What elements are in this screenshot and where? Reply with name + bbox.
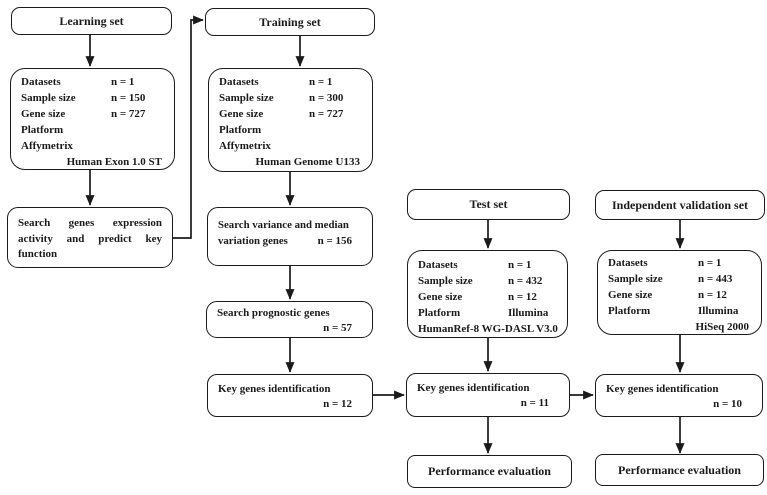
field-value: n = 443 [698,273,733,285]
key-genes-test-box [406,373,570,417]
field-value: Illumina [508,307,549,319]
search-function-box [7,207,173,268]
key-genes-training-box [207,374,373,417]
dataset-row [418,257,559,273]
dataset-row [418,289,559,305]
dataset-row [21,138,166,154]
dataset-row [21,106,166,122]
dataset-row [219,138,364,154]
key-genes-text: Key genes identification [218,383,331,395]
learning-set-header [11,7,172,35]
dataset-row [418,305,559,321]
field-label: Affymetrix [21,140,73,152]
field-value [111,138,166,154]
test-set-header [407,189,570,220]
field-label: Affymetrix [219,140,271,152]
dataset-row [21,122,166,138]
key-genes-n: n = 11 [520,397,549,409]
performance-evaluation-validation-box [595,454,764,486]
field-value: n = 150 [111,92,146,104]
field-value: n = 12 [698,289,727,301]
validation-set-label: Independent validation set [611,197,749,212]
dataset-row [608,255,753,271]
field-label: Sample size [418,275,473,287]
key-genes-n: n = 10 [713,398,742,410]
search-variance-text: Search variance and median variation genes [218,219,349,247]
key-genes-n: n = 12 [323,398,352,410]
field-value [111,122,166,138]
connector-search-function-to-training [173,20,203,238]
search-function-text: Search genes expression activity and predict key function [18,217,162,260]
platform-detail: Human Exon 1.0 ST [66,156,162,168]
dataset-row [608,287,753,303]
performance-evaluation-test-box [407,455,572,488]
training-dataset-box [208,68,373,172]
key-genes-text: Key genes identification [606,383,719,395]
learning-dataset-box [10,68,175,170]
field-label: Sample size [219,92,274,104]
search-prognostic-box [206,301,373,338]
dataset-row [219,106,364,122]
search-variance-box [207,207,373,266]
dataset-row [219,122,364,138]
validation-set-header [595,190,765,220]
field-label: Datasets [219,76,259,88]
training-set-header [205,8,375,36]
field-label: Datasets [21,76,61,88]
dataset-row [418,273,559,289]
field-label: Sample size [608,273,663,285]
field-label: Gene size [21,108,66,120]
search-prognostic-text: Search prognostic genes [217,307,330,319]
field-label: Datasets [418,259,458,271]
field-label: Platform [418,307,461,319]
dataset-row [219,74,364,90]
performance-evaluation-label: Performance evaluation [618,462,741,477]
platform-detail: HiSeq 2000 [695,321,749,333]
test-dataset-box [407,250,568,338]
field-value [309,122,364,138]
dataset-row [21,90,166,106]
key-genes-validation-box [595,374,763,417]
field-value: Illumina [698,305,739,317]
search-prognostic-n: n = 57 [323,322,352,334]
dataset-row [21,74,166,90]
field-value: n = 1 [309,76,333,88]
field-value: n = 1 [698,257,722,269]
field-label: Datasets [608,257,648,269]
field-value: n = 12 [508,291,537,303]
field-value: n = 432 [508,275,543,287]
platform-detail: Human Genome U133 [255,156,360,168]
field-label: Gene size [219,108,264,120]
field-value: n = 727 [309,108,344,120]
field-label: Platform [608,305,651,317]
test-set-label: Test set [469,197,508,211]
dataset-row [219,90,364,106]
dataset-row [608,271,753,287]
field-label: Sample size [21,92,76,104]
field-value: n = 727 [111,108,146,120]
field-label: Gene size [608,289,653,301]
training-set-label: Training set [259,14,321,29]
learning-set-label: Learning set [59,13,124,28]
field-label: Platform [219,124,262,136]
field-label: Platform [21,124,64,136]
search-variance-n: n = 156 [317,235,352,247]
field-value: n = 1 [508,259,532,271]
field-value: n = 1 [111,76,135,88]
field-label: Gene size [418,291,463,303]
field-value [309,138,364,154]
validation-dataset-box [597,250,762,335]
dataset-row [608,303,753,319]
performance-evaluation-label: Performance evaluation [428,464,551,478]
field-value: n = 300 [309,92,344,104]
platform-detail: HumanRef-8 WG-DASL V3.0 [418,323,558,335]
key-genes-text: Key genes identification [417,382,530,394]
